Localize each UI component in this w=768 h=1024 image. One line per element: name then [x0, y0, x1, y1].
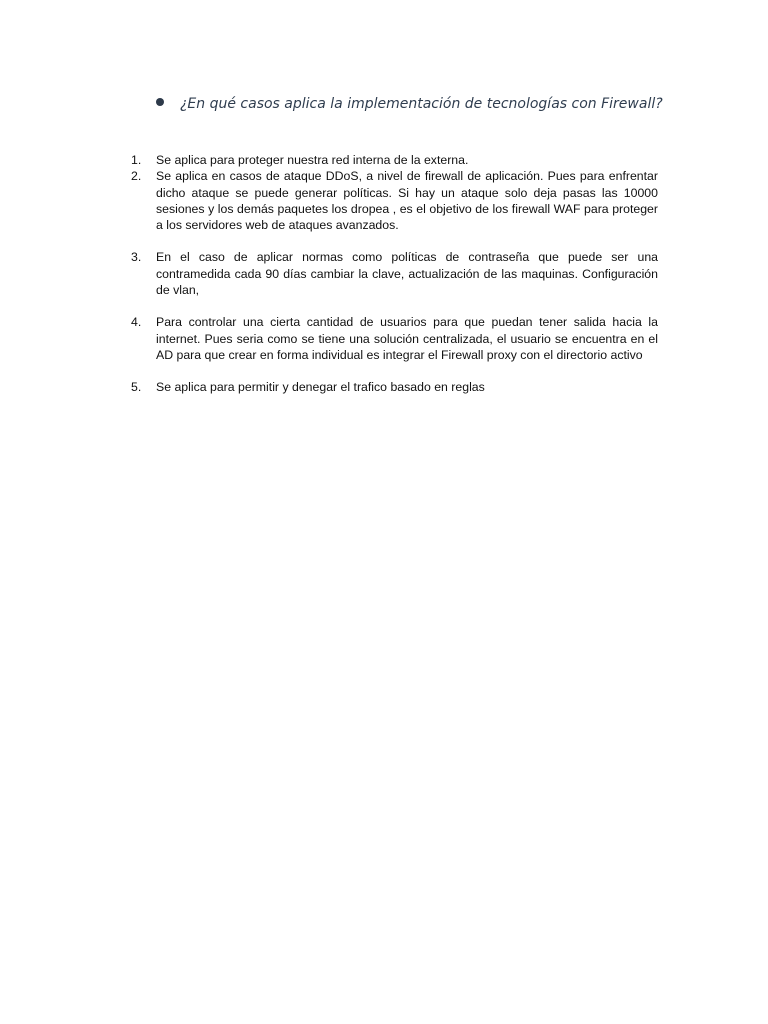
item-text: En el caso de aplicar normas como políticas de contraseña que puede ser una contramedida cada 90 días cambiar la clave, actualización de las maquinas. Configuración de vlan, [156, 250, 658, 298]
list-item [131, 168, 658, 233]
item-number: 2. [131, 169, 142, 184]
item-text: Para controlar una cierta cantidad de usuarios para que puedan tener salida hacia la internet. Pues seria como se tiene una solución centralizada, el usuario se encuentra en el AD para que crear en forma individual es integrar el Firewall proxy con el directorio activo [156, 315, 658, 362]
list-item [131, 314, 658, 363]
item-number: 1. [131, 153, 142, 167]
item-text: Se aplica en casos de ataque DDoS, a nivel de firewall de aplicación. Pues para enfrentar dicho ataque se puede generar políticas. Si hay un ataque solo deja pasas las 10000 sesiones y los demás paquetes los dropea , es el objetivo de los firewall WAF para proteger a los servidores web de ataques avanzados. [156, 169, 658, 233]
question-heading [156, 96, 676, 112]
item-number: 4. [131, 315, 142, 330]
list-item [131, 152, 658, 168]
list-item [131, 379, 658, 395]
item-text: Se aplica para proteger nuestra red interna de la externa. [156, 153, 469, 167]
item-number: 5. [131, 380, 142, 395]
answers-list [131, 152, 658, 396]
item-text: Se aplica para permitir y denegar el trafico basado en reglas [156, 380, 485, 395]
item-number: 3. [131, 250, 142, 265]
list-item [131, 249, 658, 298]
bullet-icon [156, 98, 164, 106]
question-text: ¿En qué casos aplica la implementación de tecnologías con Firewall? [180, 96, 663, 112]
